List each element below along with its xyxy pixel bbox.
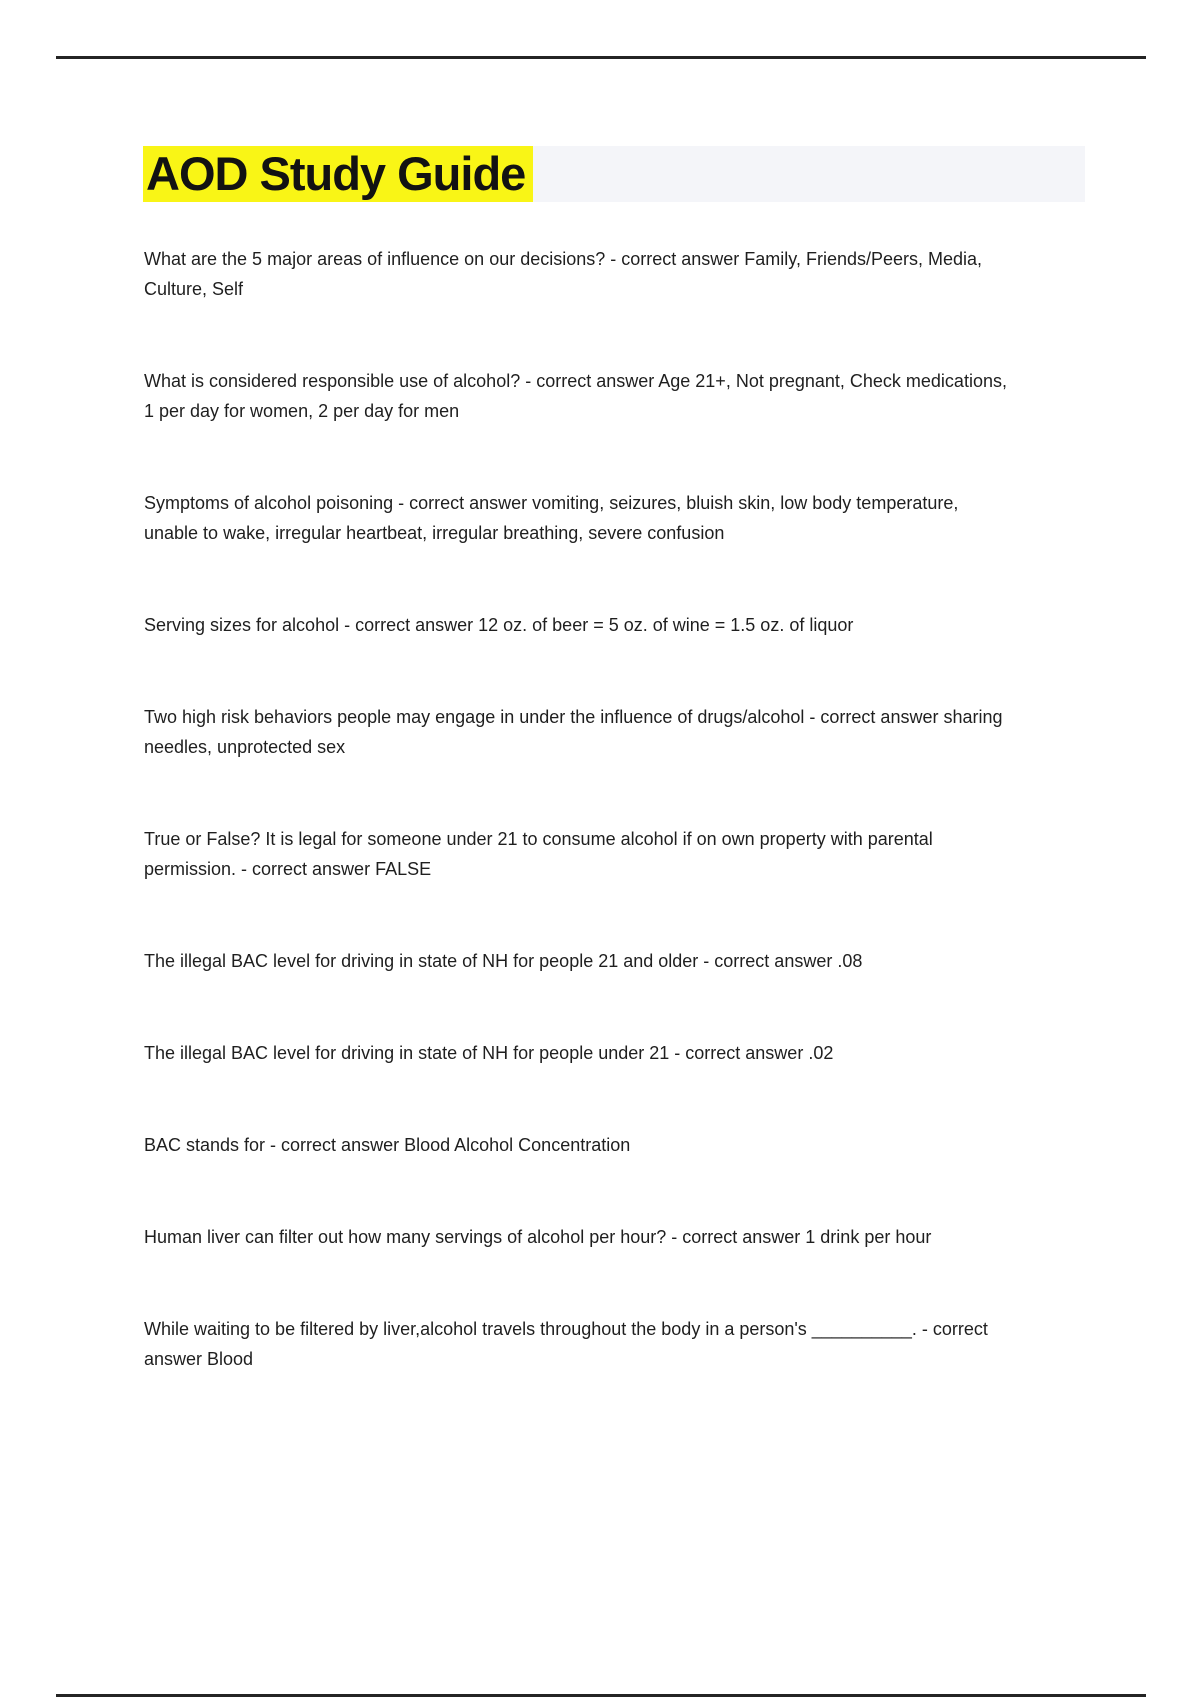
qa-paragraph-6: True or False? It is legal for someone under 21 to consume alcohol if on own property with parental permission. - correct answer FALSE xyxy=(144,829,933,879)
header-rule xyxy=(56,56,1146,59)
qa-paragraph-11: While waiting to be filtered by liver,alcohol travels throughout the body in a person's __________. - correct answer Blood xyxy=(144,1319,988,1369)
qa-paragraph-4: Serving sizes for alcohol - correct answer 12 oz. of beer = 5 oz. of wine = 1.5 oz. of liquor xyxy=(144,615,854,635)
qa-paragraph-7: The illegal BAC level for driving in state of NH for people 21 and older - correct answer .08 xyxy=(144,951,863,971)
qa-paragraph-9: BAC stands for - correct answer Blood Alcohol Concentration xyxy=(144,1135,631,1155)
qa-paragraph-2: What is considered responsible use of alcohol? - correct answer Age 21+, Not pregnant, Check medications, 1 per day for women, 2 per day for men xyxy=(144,371,1007,421)
qa-paragraph-5: Two high risk behaviors people may engage in under the influence of drugs/alcohol - correct answer sharing needles, unprotected sex xyxy=(144,707,1003,757)
footer-rule xyxy=(56,1694,1146,1697)
qa-paragraph-1: What are the 5 major areas of influence on our decisions? - correct answer Family, Friends/Peers, Media, Culture, Self xyxy=(144,249,983,299)
qa-list xyxy=(144,244,1016,1436)
qa-paragraph-8: The illegal BAC level for driving in state of NH for people under 21 - correct answer .02 xyxy=(144,1043,834,1063)
qa-paragraph-3: Symptoms of alcohol poisoning - correct answer vomiting, seizures, bluish skin, low body temperature, unable to wake, irregular heartbeat, irregular breathing, severe confusion xyxy=(144,493,959,543)
qa-paragraph-10: Human liver can filter out how many servings of alcohol per hour? - correct answer 1 drink per hour xyxy=(144,1227,932,1247)
page-title: AOD Study Guide xyxy=(143,146,533,202)
